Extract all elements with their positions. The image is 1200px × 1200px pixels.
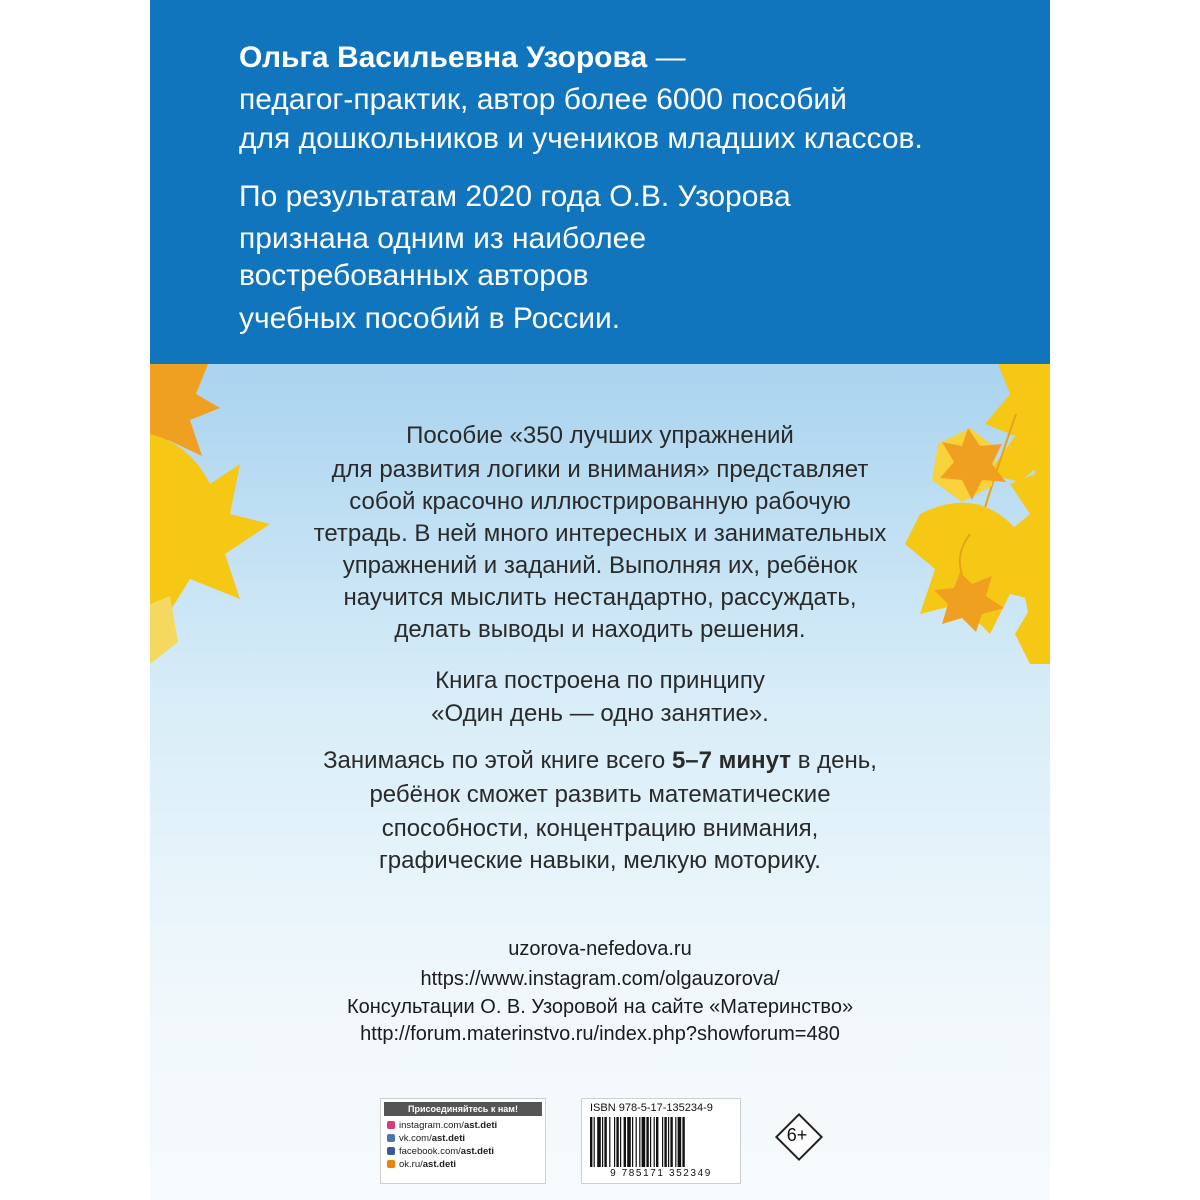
description-line-7: делать выводы и находить решения. — [394, 616, 806, 643]
description-line-5: упражнений и заданий. Выполняя их, ребёнок — [342, 552, 858, 579]
barcode-bar — [594, 1117, 595, 1167]
social-handle: ast.deti — [431, 1133, 465, 1144]
author-bio-line-1: педагог-практик, автор более 6000 пособий — [239, 83, 847, 116]
book-back-cover — [150, 0, 1050, 1200]
barcode-bar — [662, 1117, 663, 1167]
social-header: Присоединяйтесь к нам! — [384, 1102, 542, 1116]
barcode-bar — [675, 1117, 676, 1167]
author-award-line-3: востребованных авторов — [239, 259, 589, 292]
benefit-line-1: ребёнок сможет развить математические — [369, 781, 831, 808]
barcode-bar — [656, 1117, 658, 1167]
barcode-bar — [642, 1117, 646, 1167]
odnoklassniki-icon — [387, 1160, 395, 1168]
social-handle: ast.deti — [460, 1146, 495, 1157]
instagram-icon — [387, 1121, 395, 1129]
description-line-4: тетрадь. В ней много интересных и занимательных — [313, 520, 887, 547]
barcode-bar — [678, 1117, 682, 1167]
barcode-bar — [636, 1117, 637, 1167]
description-line-1: Пособие «350 лучших упражнений — [406, 422, 794, 449]
description-line-3: собой красочно иллюстрированную рабочую — [349, 488, 851, 515]
benefit-line-3: графические навыки, мелкую моторику. — [379, 847, 821, 874]
description-line-2: для развития логики и внимания» представляет — [331, 456, 869, 483]
barcode-bar — [682, 1117, 684, 1167]
author-award-line-1: По результатам 2020 года О.В. Узорова — [239, 180, 791, 213]
author-info-band — [150, 0, 1050, 364]
isbn-label: ISBN 978-5-17-135234-9 — [590, 1102, 713, 1114]
barcode-bar — [646, 1117, 648, 1167]
facebook-icon — [387, 1147, 395, 1155]
vk-icon — [387, 1134, 395, 1142]
age-rating-text: 6+ — [786, 1125, 808, 1145]
age-rating-badge — [774, 1112, 820, 1158]
barcode-bar — [597, 1117, 601, 1167]
author-bio-line-2: для дошкольников и учеников младших классов. — [239, 122, 923, 155]
social-item-vk[interactable] — [381, 1132, 545, 1145]
barcode-bar — [624, 1117, 626, 1167]
consultation-note: Консультации О. В. Узоровой на сайте «Материнство» — [346, 996, 854, 1018]
social-prefix: instagram.com/ — [399, 1120, 464, 1131]
barcode-bar — [620, 1117, 621, 1167]
time-text-before: Занимаясь по этой книге всего — [323, 747, 672, 774]
barcode-bar — [609, 1117, 610, 1167]
barcode-bar — [632, 1117, 633, 1167]
social-links-box — [380, 1098, 546, 1184]
author-award-line-4: учебных пособий в России. — [239, 302, 621, 335]
barcode-bar — [650, 1117, 651, 1167]
barcode-bar — [654, 1117, 655, 1167]
barcode-bar — [604, 1117, 606, 1167]
barcode-digits: 9 785171 352349 — [610, 1168, 712, 1179]
time-line — [150, 744, 1050, 777]
barcode-bar — [616, 1117, 618, 1167]
instagram-link[interactable]: https://www.instagram.com/olgauzorova/ — [420, 968, 780, 990]
description-line-6: научится мыслить нестандартно, рассуждать, — [343, 584, 857, 611]
social-handle: ast.deti — [463, 1120, 498, 1131]
social-item-instagram[interactable] — [381, 1119, 545, 1132]
benefit-line-2: способности, концентрацию внимания, — [381, 815, 819, 842]
social-prefix: vk.com/ — [399, 1133, 432, 1144]
time-text-after: в день, — [791, 747, 877, 774]
barcode-bar — [614, 1117, 615, 1167]
social-item-facebook[interactable] — [381, 1145, 545, 1158]
author-name-line — [239, 40, 686, 76]
social-prefix: ok.ru/ — [399, 1159, 423, 1170]
barcode-bar — [627, 1117, 631, 1167]
principle-line-1: Книга построена по принципу — [435, 667, 765, 694]
forum-link[interactable]: http://forum.materinstvo.ru/index.php?showforum=480 — [360, 1023, 840, 1045]
barcode — [588, 1117, 734, 1169]
barcode-bar — [668, 1117, 669, 1167]
social-prefix: facebook.com/ — [399, 1146, 461, 1157]
social-item-odnoklassniki[interactable] — [381, 1158, 545, 1171]
barcode-bar — [664, 1117, 666, 1167]
time-highlight: 5–7 минут — [671, 747, 792, 774]
author-name: Ольга Васильевна Узорова — [239, 41, 648, 74]
social-handle: ast.deti — [422, 1159, 457, 1170]
barcode-bar — [590, 1117, 592, 1167]
principle-line-2: «Один день — одно занятие». — [431, 700, 769, 727]
barcode-bar — [639, 1117, 640, 1167]
author-dash: — — [647, 41, 686, 74]
isbn-barcode-box — [581, 1098, 741, 1184]
author-award-line-2: признана одним из наиболее — [239, 222, 647, 255]
barcode-bar — [670, 1117, 672, 1167]
website-link[interactable]: uzorova-nefedova.ru — [508, 938, 692, 960]
barcode-bar — [602, 1117, 603, 1167]
